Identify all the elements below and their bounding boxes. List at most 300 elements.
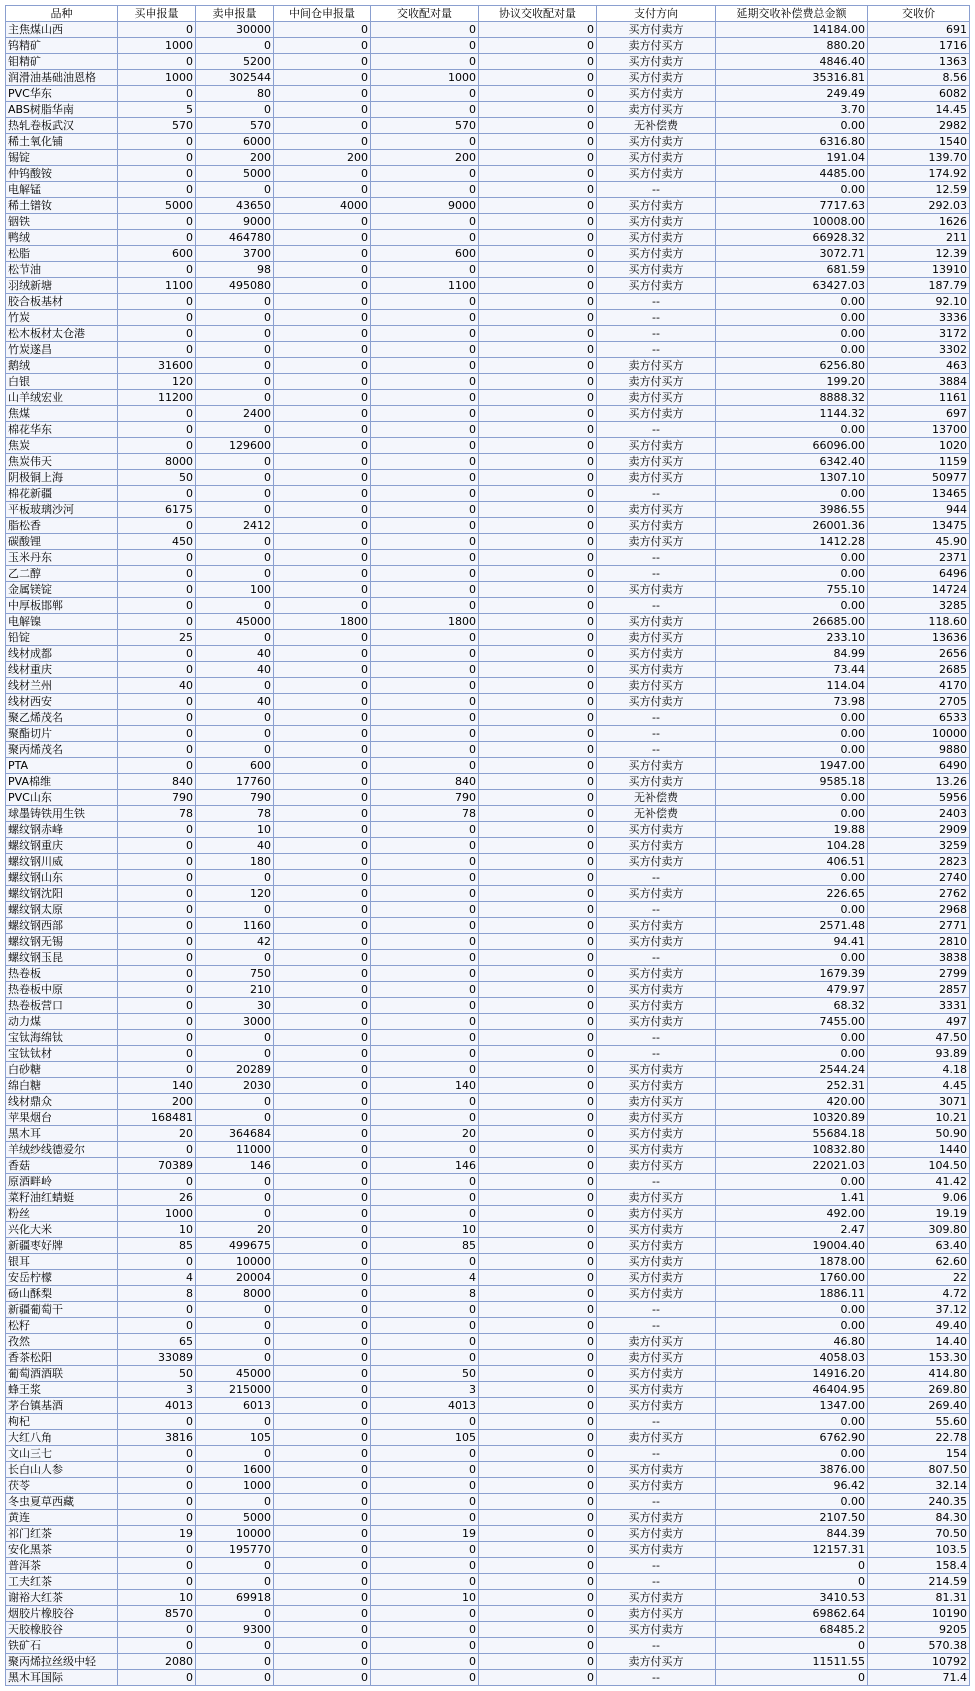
cell-sell-qty: 0 bbox=[196, 1350, 274, 1366]
cell-agreement-qty: 0 bbox=[479, 614, 597, 630]
table-row bbox=[6, 1158, 970, 1174]
cell-matched-qty: 0 bbox=[371, 1110, 479, 1126]
cell-settle-price: 10792 bbox=[868, 1654, 970, 1670]
cell-matched-qty: 1000 bbox=[371, 70, 479, 86]
cell-pay-direction: 买方付卖方 bbox=[597, 1222, 716, 1238]
cell-matched-qty: 0 bbox=[371, 1638, 479, 1654]
cell-agreement-qty: 0 bbox=[479, 102, 597, 118]
cell-variety: 谢裕大红茶 bbox=[6, 1590, 118, 1606]
cell-agreement-qty: 0 bbox=[479, 1318, 597, 1334]
cell-agreement-qty: 0 bbox=[479, 438, 597, 454]
cell-middle-qty: 0 bbox=[274, 54, 371, 70]
cell-compensation: 3.70 bbox=[716, 102, 868, 118]
cell-settle-price: 104.50 bbox=[868, 1158, 970, 1174]
cell-compensation: 3410.53 bbox=[716, 1590, 868, 1606]
cell-settle-price: 13475 bbox=[868, 518, 970, 534]
cell-buy-qty: 0 bbox=[118, 1462, 196, 1478]
cell-middle-qty: 0 bbox=[274, 710, 371, 726]
cell-agreement-qty: 0 bbox=[479, 1078, 597, 1094]
cell-agreement-qty: 0 bbox=[479, 358, 597, 374]
cell-settle-price: 463 bbox=[868, 358, 970, 374]
cell-variety: 线材兰州 bbox=[6, 678, 118, 694]
cell-middle-qty: 0 bbox=[274, 310, 371, 326]
cell-agreement-qty: 0 bbox=[479, 1030, 597, 1046]
cell-settle-price: 697 bbox=[868, 406, 970, 422]
cell-buy-qty: 0 bbox=[118, 710, 196, 726]
cell-settle-price: 2909 bbox=[868, 822, 970, 838]
cell-middle-qty: 0 bbox=[274, 1462, 371, 1478]
cell-variety: 焦炭伟天 bbox=[6, 454, 118, 470]
cell-matched-qty: 0 bbox=[371, 950, 479, 966]
table-row bbox=[6, 1014, 970, 1030]
table-row bbox=[6, 1030, 970, 1046]
cell-compensation: 2107.50 bbox=[716, 1510, 868, 1526]
cell-settle-price: 309.80 bbox=[868, 1222, 970, 1238]
cell-sell-qty: 0 bbox=[196, 870, 274, 886]
cell-compensation: 6762.90 bbox=[716, 1430, 868, 1446]
cell-buy-qty: 0 bbox=[118, 982, 196, 998]
cell-agreement-qty: 0 bbox=[479, 598, 597, 614]
cell-sell-qty: 0 bbox=[196, 1318, 274, 1334]
cell-buy-qty: 33089 bbox=[118, 1350, 196, 1366]
cell-compensation: 3072.71 bbox=[716, 246, 868, 262]
cell-compensation: 880.20 bbox=[716, 38, 868, 54]
cell-variety: 粉丝 bbox=[6, 1206, 118, 1222]
cell-sell-qty: 2030 bbox=[196, 1078, 274, 1094]
cell-sell-qty: 1160 bbox=[196, 918, 274, 934]
cell-compensation: 84.99 bbox=[716, 646, 868, 662]
table-row bbox=[6, 1414, 970, 1430]
cell-settle-price: 3285 bbox=[868, 598, 970, 614]
cell-sell-qty: 0 bbox=[196, 950, 274, 966]
cell-buy-qty: 0 bbox=[118, 598, 196, 614]
cell-compensation: 0.00 bbox=[716, 182, 868, 198]
header-compensation: 延期交收补偿费总金额 bbox=[716, 6, 868, 22]
cell-middle-qty: 0 bbox=[274, 918, 371, 934]
cell-sell-qty: 3700 bbox=[196, 246, 274, 262]
cell-matched-qty: 8 bbox=[371, 1286, 479, 1302]
cell-settle-price: 154 bbox=[868, 1446, 970, 1462]
cell-matched-qty: 0 bbox=[371, 582, 479, 598]
cell-settle-price: 71.4 bbox=[868, 1670, 970, 1686]
cell-matched-qty: 0 bbox=[371, 470, 479, 486]
cell-agreement-qty: 0 bbox=[479, 230, 597, 246]
cell-pay-direction: -- bbox=[597, 294, 716, 310]
cell-pay-direction: 买方付卖方 bbox=[597, 582, 716, 598]
cell-compensation: 0.00 bbox=[716, 1302, 868, 1318]
cell-buy-qty: 3 bbox=[118, 1382, 196, 1398]
cell-middle-qty: 0 bbox=[274, 502, 371, 518]
cell-variety: 安岳柠檬 bbox=[6, 1270, 118, 1286]
table-row bbox=[6, 742, 970, 758]
cell-pay-direction: -- bbox=[597, 598, 716, 614]
cell-pay-direction: 买方付卖方 bbox=[597, 1462, 716, 1478]
cell-agreement-qty: 0 bbox=[479, 790, 597, 806]
cell-settle-price: 62.60 bbox=[868, 1254, 970, 1270]
cell-settle-price: 3172 bbox=[868, 326, 970, 342]
cell-pay-direction: 卖方付买方 bbox=[597, 534, 716, 550]
cell-buy-qty: 0 bbox=[118, 1574, 196, 1590]
table-row bbox=[6, 262, 970, 278]
cell-agreement-qty: 0 bbox=[479, 246, 597, 262]
cell-settle-price: 103.5 bbox=[868, 1542, 970, 1558]
cell-agreement-qty: 0 bbox=[479, 1382, 597, 1398]
cell-matched-qty: 0 bbox=[371, 1318, 479, 1334]
cell-settle-price: 37.12 bbox=[868, 1302, 970, 1318]
cell-pay-direction: -- bbox=[597, 326, 716, 342]
cell-buy-qty: 0 bbox=[118, 230, 196, 246]
cell-variety: 菜籽油红蜻蜓 bbox=[6, 1190, 118, 1206]
cell-pay-direction: 买方付卖方 bbox=[597, 1254, 716, 1270]
cell-sell-qty: 0 bbox=[196, 1174, 274, 1190]
cell-compensation: 233.10 bbox=[716, 630, 868, 646]
cell-variety: 工夫红茶 bbox=[6, 1574, 118, 1590]
header-agreement-qty: 协议交收配对量 bbox=[479, 6, 597, 22]
cell-settle-price: 81.31 bbox=[868, 1590, 970, 1606]
cell-pay-direction: 买方付卖方 bbox=[597, 918, 716, 934]
cell-buy-qty: 0 bbox=[118, 166, 196, 182]
cell-pay-direction: -- bbox=[597, 726, 716, 742]
table-row bbox=[6, 582, 970, 598]
cell-variety: 螺纹钢赤峰 bbox=[6, 822, 118, 838]
cell-buy-qty: 50 bbox=[118, 1366, 196, 1382]
cell-buy-qty: 0 bbox=[118, 438, 196, 454]
cell-buy-qty: 0 bbox=[118, 1542, 196, 1558]
cell-settle-price: 3336 bbox=[868, 310, 970, 326]
cell-compensation: 10320.89 bbox=[716, 1110, 868, 1126]
cell-sell-qty: 499675 bbox=[196, 1238, 274, 1254]
cell-buy-qty: 1100 bbox=[118, 278, 196, 294]
table-row bbox=[6, 422, 970, 438]
cell-matched-qty: 0 bbox=[371, 486, 479, 502]
table-row bbox=[6, 1270, 970, 1286]
cell-buy-qty: 0 bbox=[118, 934, 196, 950]
cell-sell-qty: 570 bbox=[196, 118, 274, 134]
cell-sell-qty: 210 bbox=[196, 982, 274, 998]
cell-compensation: 3986.55 bbox=[716, 502, 868, 518]
cell-compensation: 0.00 bbox=[716, 486, 868, 502]
cell-sell-qty: 0 bbox=[196, 102, 274, 118]
table-row bbox=[6, 86, 970, 102]
cell-compensation: 1.41 bbox=[716, 1190, 868, 1206]
cell-sell-qty: 364684 bbox=[196, 1126, 274, 1142]
cell-middle-qty: 0 bbox=[274, 1046, 371, 1062]
cell-settle-price: 1159 bbox=[868, 454, 970, 470]
cell-matched-qty: 0 bbox=[371, 1190, 479, 1206]
cell-pay-direction: 买方付卖方 bbox=[597, 1622, 716, 1638]
cell-sell-qty: 42 bbox=[196, 934, 274, 950]
cell-buy-qty: 0 bbox=[118, 822, 196, 838]
cell-buy-qty: 0 bbox=[118, 902, 196, 918]
cell-agreement-qty: 0 bbox=[479, 294, 597, 310]
table-row bbox=[6, 502, 970, 518]
cell-agreement-qty: 0 bbox=[479, 454, 597, 470]
cell-variety: 电解锰 bbox=[6, 182, 118, 198]
cell-pay-direction: 卖方付买方 bbox=[597, 454, 716, 470]
cell-matched-qty: 0 bbox=[371, 182, 479, 198]
cell-variety: 茅台镇基酒 bbox=[6, 1398, 118, 1414]
cell-middle-qty: 0 bbox=[274, 1302, 371, 1318]
cell-buy-qty: 0 bbox=[118, 294, 196, 310]
cell-buy-qty: 50 bbox=[118, 470, 196, 486]
cell-variety: PVC山东 bbox=[6, 790, 118, 806]
cell-middle-qty: 0 bbox=[274, 662, 371, 678]
cell-settle-price: 10.21 bbox=[868, 1110, 970, 1126]
cell-sell-qty: 30 bbox=[196, 998, 274, 1014]
table-row bbox=[6, 54, 970, 70]
cell-agreement-qty: 0 bbox=[479, 1046, 597, 1062]
cell-middle-qty: 0 bbox=[274, 1062, 371, 1078]
table-row bbox=[6, 998, 970, 1014]
cell-buy-qty: 0 bbox=[118, 86, 196, 102]
cell-buy-qty: 0 bbox=[118, 1446, 196, 1462]
table-row bbox=[6, 1174, 970, 1190]
cell-matched-qty: 0 bbox=[371, 166, 479, 182]
cell-agreement-qty: 0 bbox=[479, 694, 597, 710]
table-row bbox=[6, 1110, 970, 1126]
cell-settle-price: 10000 bbox=[868, 726, 970, 742]
cell-pay-direction: 卖方付买方 bbox=[597, 38, 716, 54]
cell-variety: 热卷板 bbox=[6, 966, 118, 982]
cell-compensation: 1878.00 bbox=[716, 1254, 868, 1270]
cell-middle-qty: 0 bbox=[274, 774, 371, 790]
cell-settle-price: 22.78 bbox=[868, 1430, 970, 1446]
cell-buy-qty: 0 bbox=[118, 694, 196, 710]
cell-compensation: 12157.31 bbox=[716, 1542, 868, 1558]
cell-matched-qty: 0 bbox=[371, 326, 479, 342]
cell-middle-qty: 0 bbox=[274, 1286, 371, 1302]
cell-compensation: 0.00 bbox=[716, 790, 868, 806]
cell-pay-direction: 买方付卖方 bbox=[597, 1014, 716, 1030]
cell-compensation: 114.04 bbox=[716, 678, 868, 694]
cell-variety: PVA棉维 bbox=[6, 774, 118, 790]
table-row bbox=[6, 70, 970, 86]
cell-variety: 线材西安 bbox=[6, 694, 118, 710]
cell-compensation: 0.00 bbox=[716, 422, 868, 438]
cell-matched-qty: 0 bbox=[371, 38, 479, 54]
table-row bbox=[6, 1590, 970, 1606]
cell-variety: 线材成都 bbox=[6, 646, 118, 662]
cell-sell-qty: 20004 bbox=[196, 1270, 274, 1286]
table-row bbox=[6, 710, 970, 726]
cell-compensation: 46.80 bbox=[716, 1334, 868, 1350]
cell-matched-qty: 0 bbox=[371, 1062, 479, 1078]
cell-compensation: 94.41 bbox=[716, 934, 868, 950]
cell-sell-qty: 0 bbox=[196, 454, 274, 470]
cell-pay-direction: 卖方付买方 bbox=[597, 1334, 716, 1350]
cell-buy-qty: 0 bbox=[118, 406, 196, 422]
cell-pay-direction: -- bbox=[597, 1302, 716, 1318]
cell-agreement-qty: 0 bbox=[479, 1654, 597, 1670]
cell-matched-qty: 19 bbox=[371, 1526, 479, 1542]
cell-agreement-qty: 0 bbox=[479, 1558, 597, 1574]
cell-matched-qty: 0 bbox=[371, 1494, 479, 1510]
cell-middle-qty: 0 bbox=[274, 518, 371, 534]
cell-matched-qty: 0 bbox=[371, 710, 479, 726]
cell-settle-price: 3838 bbox=[868, 950, 970, 966]
cell-pay-direction: 买方付卖方 bbox=[597, 1382, 716, 1398]
cell-buy-qty: 0 bbox=[118, 662, 196, 678]
cell-middle-qty: 0 bbox=[274, 1590, 371, 1606]
cell-matched-qty: 20 bbox=[371, 1126, 479, 1142]
cell-pay-direction: 买方付卖方 bbox=[597, 518, 716, 534]
cell-agreement-qty: 0 bbox=[479, 886, 597, 902]
cell-buy-qty: 790 bbox=[118, 790, 196, 806]
table-row bbox=[6, 310, 970, 326]
cell-settle-price: 187.79 bbox=[868, 278, 970, 294]
cell-variety: 螺纹钢玉昆 bbox=[6, 950, 118, 966]
cell-agreement-qty: 0 bbox=[479, 54, 597, 70]
table-row bbox=[6, 774, 970, 790]
cell-sell-qty: 8000 bbox=[196, 1286, 274, 1302]
cell-pay-direction: -- bbox=[597, 1318, 716, 1334]
cell-sell-qty: 17760 bbox=[196, 774, 274, 790]
table-row bbox=[6, 1334, 970, 1350]
table-row bbox=[6, 534, 970, 550]
cell-agreement-qty: 0 bbox=[479, 534, 597, 550]
cell-pay-direction: 买方付卖方 bbox=[597, 22, 716, 38]
cell-variety: 螺纹钢太原 bbox=[6, 902, 118, 918]
cell-variety: 乙二醇 bbox=[6, 566, 118, 582]
cell-settle-price: 2685 bbox=[868, 662, 970, 678]
cell-sell-qty: 43650 bbox=[196, 198, 274, 214]
cell-buy-qty: 0 bbox=[118, 1510, 196, 1526]
cell-sell-qty: 215000 bbox=[196, 1382, 274, 1398]
cell-settle-price: 6496 bbox=[868, 566, 970, 582]
cell-agreement-qty: 0 bbox=[479, 550, 597, 566]
cell-matched-qty: 0 bbox=[371, 550, 479, 566]
table-row bbox=[6, 38, 970, 54]
cell-compensation: 406.51 bbox=[716, 854, 868, 870]
cell-buy-qty: 0 bbox=[118, 1254, 196, 1270]
cell-agreement-qty: 0 bbox=[479, 470, 597, 486]
cell-pay-direction: -- bbox=[597, 1638, 716, 1654]
cell-compensation: 0.00 bbox=[716, 1030, 868, 1046]
cell-matched-qty: 0 bbox=[371, 934, 479, 950]
table-row bbox=[6, 1286, 970, 1302]
cell-variety: 山羊绒宏业 bbox=[6, 390, 118, 406]
cell-sell-qty: 0 bbox=[196, 598, 274, 614]
cell-variety: 螺纹钢无锡 bbox=[6, 934, 118, 950]
cell-matched-qty: 0 bbox=[371, 262, 479, 278]
table-row bbox=[6, 134, 970, 150]
cell-settle-price: 1363 bbox=[868, 54, 970, 70]
cell-agreement-qty: 0 bbox=[479, 1606, 597, 1622]
cell-pay-direction: 卖方付买方 bbox=[597, 630, 716, 646]
cell-middle-qty: 200 bbox=[274, 150, 371, 166]
cell-compensation: 0.00 bbox=[716, 806, 868, 822]
cell-buy-qty: 0 bbox=[118, 550, 196, 566]
cell-settle-price: 9880 bbox=[868, 742, 970, 758]
cell-buy-qty: 0 bbox=[118, 1670, 196, 1686]
cell-variety: 黄连 bbox=[6, 1510, 118, 1526]
cell-compensation: 6256.80 bbox=[716, 358, 868, 374]
cell-sell-qty: 45000 bbox=[196, 1366, 274, 1382]
table-row bbox=[6, 390, 970, 406]
cell-variety: 热卷板营口 bbox=[6, 998, 118, 1014]
cell-pay-direction: -- bbox=[597, 1574, 716, 1590]
cell-compensation: 0.00 bbox=[716, 566, 868, 582]
cell-pay-direction: 买方付卖方 bbox=[597, 198, 716, 214]
cell-buy-qty: 0 bbox=[118, 150, 196, 166]
cell-variety: 线材鼎众 bbox=[6, 1094, 118, 1110]
cell-settle-price: 3331 bbox=[868, 998, 970, 1014]
cell-settle-price: 269.80 bbox=[868, 1382, 970, 1398]
cell-compensation: 4485.00 bbox=[716, 166, 868, 182]
cell-buy-qty: 0 bbox=[118, 1014, 196, 1030]
cell-variety: 金属镁锭 bbox=[6, 582, 118, 598]
cell-settle-price: 1716 bbox=[868, 38, 970, 54]
cell-settle-price: 63.40 bbox=[868, 1238, 970, 1254]
cell-pay-direction: 买方付卖方 bbox=[597, 614, 716, 630]
cell-compensation: 0.00 bbox=[716, 342, 868, 358]
cell-middle-qty: 0 bbox=[274, 86, 371, 102]
cell-buy-qty: 0 bbox=[118, 1478, 196, 1494]
cell-sell-qty: 750 bbox=[196, 966, 274, 982]
cell-compensation: 0 bbox=[716, 1670, 868, 1686]
cell-agreement-qty: 0 bbox=[479, 854, 597, 870]
cell-pay-direction: 卖方付买方 bbox=[597, 1206, 716, 1222]
cell-compensation: 1144.32 bbox=[716, 406, 868, 422]
cell-variety: 聚丙烯茂名 bbox=[6, 742, 118, 758]
cell-buy-qty: 200 bbox=[118, 1094, 196, 1110]
cell-settle-price: 50977 bbox=[868, 470, 970, 486]
cell-buy-qty: 0 bbox=[118, 486, 196, 502]
cell-buy-qty: 0 bbox=[118, 742, 196, 758]
table-row bbox=[6, 1446, 970, 1462]
cell-middle-qty: 0 bbox=[274, 1174, 371, 1190]
cell-middle-qty: 0 bbox=[274, 550, 371, 566]
cell-variety: 烟胶片橡胶谷 bbox=[6, 1606, 118, 1622]
cell-compensation: 7455.00 bbox=[716, 1014, 868, 1030]
cell-sell-qty: 0 bbox=[196, 726, 274, 742]
cell-variety: 冬虫夏草西藏 bbox=[6, 1494, 118, 1510]
cell-compensation: 681.59 bbox=[716, 262, 868, 278]
cell-pay-direction: 买方付卖方 bbox=[597, 438, 716, 454]
cell-variety: 胶合板基材 bbox=[6, 294, 118, 310]
cell-compensation: 0 bbox=[716, 1574, 868, 1590]
cell-agreement-qty: 0 bbox=[479, 1638, 597, 1654]
cell-matched-qty: 0 bbox=[371, 230, 479, 246]
cell-compensation: 8888.32 bbox=[716, 390, 868, 406]
cell-sell-qty: 0 bbox=[196, 326, 274, 342]
cell-compensation: 0.00 bbox=[716, 950, 868, 966]
cell-settle-price: 84.30 bbox=[868, 1510, 970, 1526]
table-row bbox=[6, 150, 970, 166]
cell-variety: 焦炭 bbox=[6, 438, 118, 454]
cell-pay-direction: -- bbox=[597, 902, 716, 918]
cell-compensation: 0.00 bbox=[716, 1414, 868, 1430]
cell-pay-direction: 买方付卖方 bbox=[597, 1078, 716, 1094]
cell-settle-price: 14.45 bbox=[868, 102, 970, 118]
cell-pay-direction: 卖方付买方 bbox=[597, 1110, 716, 1126]
cell-pay-direction: 买方付卖方 bbox=[597, 1526, 716, 1542]
cell-settle-price: 118.60 bbox=[868, 614, 970, 630]
cell-buy-qty: 0 bbox=[118, 566, 196, 582]
cell-agreement-qty: 0 bbox=[479, 486, 597, 502]
cell-settle-price: 269.40 bbox=[868, 1398, 970, 1414]
cell-compensation: 104.28 bbox=[716, 838, 868, 854]
cell-agreement-qty: 0 bbox=[479, 1670, 597, 1686]
cell-variety: 兴化大米 bbox=[6, 1222, 118, 1238]
cell-middle-qty: 0 bbox=[274, 102, 371, 118]
cell-middle-qty: 0 bbox=[274, 1670, 371, 1686]
cell-settle-price: 1440 bbox=[868, 1142, 970, 1158]
cell-middle-qty: 0 bbox=[274, 38, 371, 54]
cell-variety: 新疆葡萄干 bbox=[6, 1302, 118, 1318]
cell-sell-qty: 790 bbox=[196, 790, 274, 806]
cell-matched-qty: 0 bbox=[371, 1142, 479, 1158]
